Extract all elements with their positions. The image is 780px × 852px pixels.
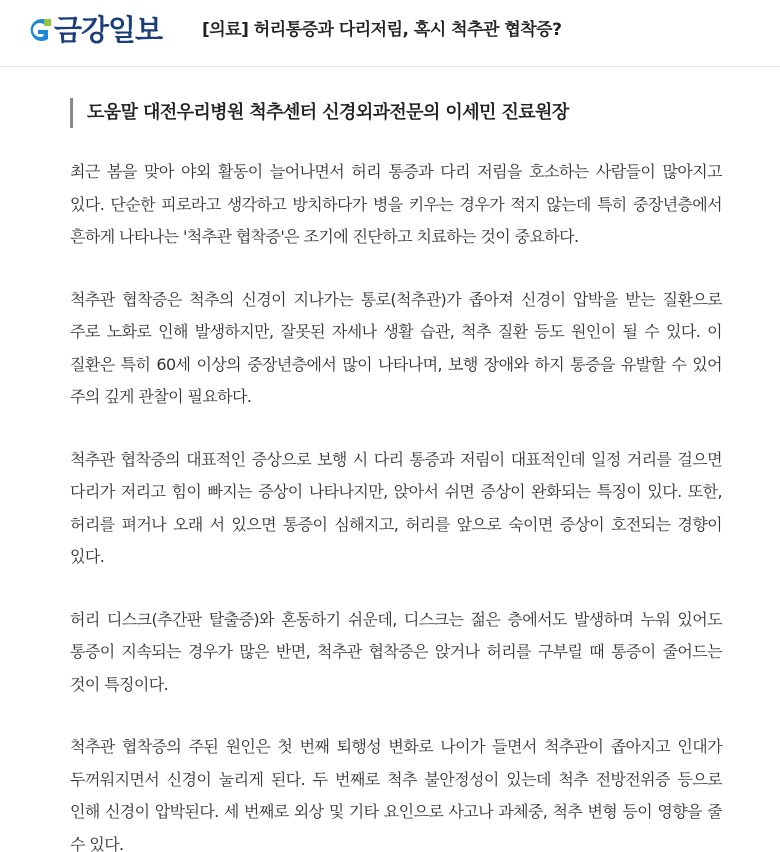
site-logo[interactable] (24, 12, 162, 48)
site-header (0, 0, 780, 67)
article-paragraph-3: 척추관 협착증의 대표적인 증상으로 보행 시 다리 통증과 저림이 대표적인데 일정 거리를 걸으면 다리가 저리고 힘이 빠지는 증상이 나타나지만, 앉아서 쉬면 증상이 완화되는 특징이 있다. 또한, 허리를 펴거나 오래 서 있으면 통증이 심해지고, 허리를 앞으로 숙이면 증상이 호전되는 경향이 있다. (70, 449, 722, 566)
article-paragraph-1: 최근 봄을 맞아 야외 활동이 늘어나면서 허리 통증과 다리 저림을 호소하는 사람들이 많아지고 있다. 단순한 피로라고 생각하고 방치하다가 병을 키우는 경우가 적지 않는데 특히 중장년층에서 흔하게 나타나는 '척추관 협착증'은 조기에 진단하고 치료하는 것이 중요하다. (70, 162, 722, 246)
article-title: [의료] 허리통증과 다리저림, 혹시 척추관 협착증? (202, 20, 562, 40)
article-subtitle: 도움말 대전우리병원 척추센터 신경외과전문의 이세민 진료원장 (70, 98, 722, 128)
logo-text: 금강일보 (54, 13, 163, 47)
article-paragraph-5: 척추관 협착증의 주된 원인은 첫 번째 퇴행성 변화로 나이가 들면서 척추관이 좁아지고 인대가 두꺼워지면서 신경이 눌리게 된다. 두 번째로 척추 불안정성이 있는데 척추 전방전위증 등으로 인해 신경이 압박된다. 세 번째로 외상 및 기타 요인으로 사고나 과체중, 척추 변형 등이 영향을 줄 수 있다. (70, 737, 722, 852)
article-paragraph-2: 척추관 협착증은 척추의 신경이 지나가는 통로(척추관)가 좁아져 신경이 압박을 받는 질환으로 주로 노화로 인해 발생하지만, 잘못된 자세나 생활 습관, 척추 질환 등도 원인이 될 수 있다. 이 질환은 특히 60세 이상의 중장년층에서 많이 나타나며, 보행 장애와 하지 통증을 유발할 수 있어 주의 깊게 관찰이 필요하다. (70, 289, 722, 406)
g-logo-icon (24, 15, 52, 45)
article-paragraph-4: 허리 디스크(추간판 탈출증)와 혼동하기 쉬운데, 디스크는 젊은 층에서도 발생하며 누워 있어도 통증이 지속되는 경우가 많은 반면, 척추관 협착증은 앉거나 허리를 구부릴 때 통증이 줄어드는 것이 특징이다. (70, 609, 722, 694)
article-body (70, 98, 722, 852)
